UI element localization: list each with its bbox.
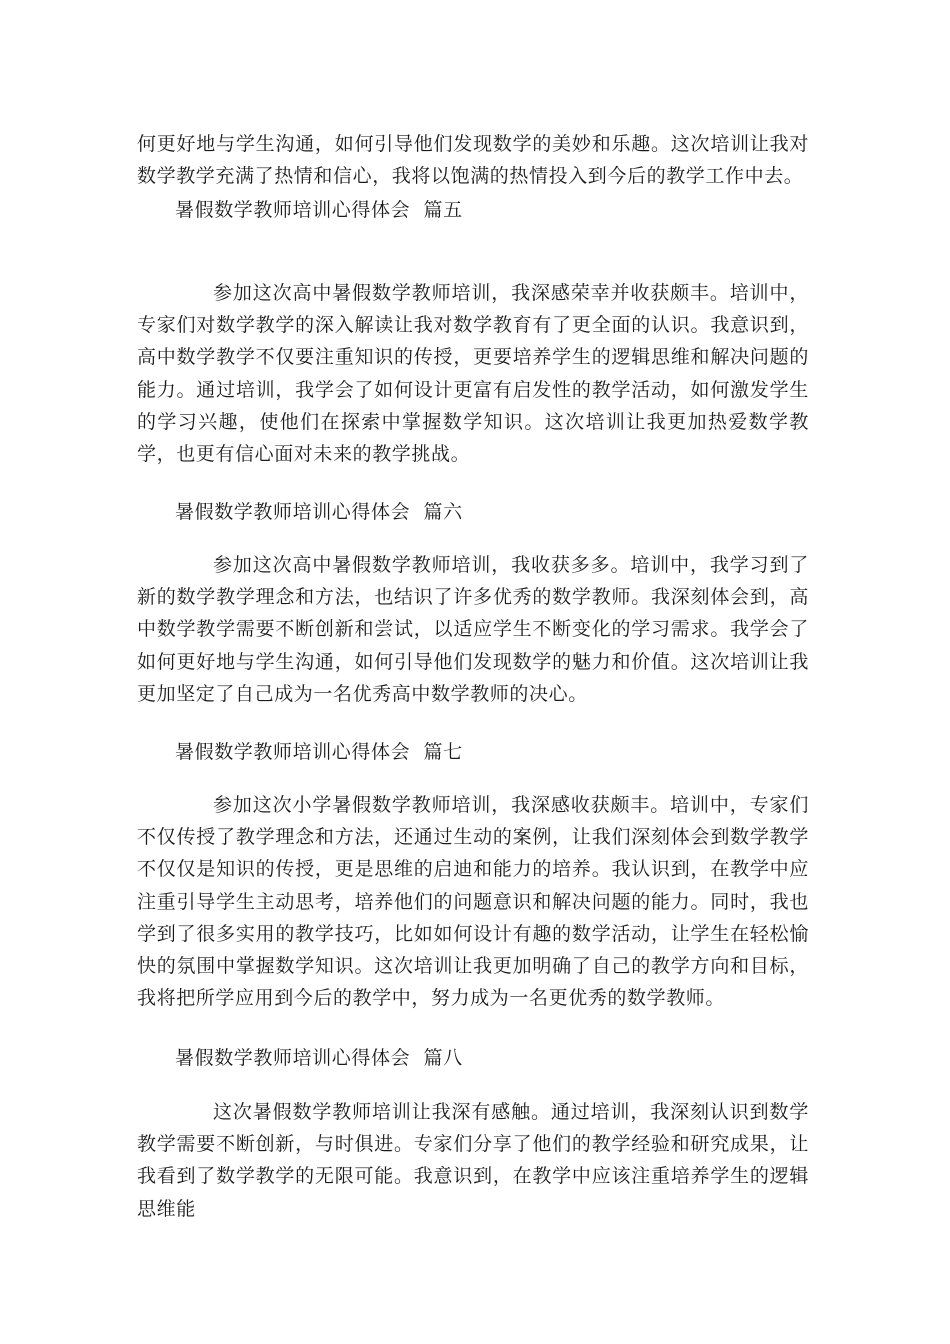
section-heading-7: 暑假数学教师培训心得体会 篇七 [175,741,463,763]
paragraph-section-5: 参加这次高中暑假数学教师培训，我深感荣幸并收获颇丰。培训中，专家们对数学教学的深入解读让我对数学教育有了更全面的认识。我意识到，高中数学教学不仅要注重知识的传授，更要培养学生的逻辑思维和解决问题的能力。通过培训，我学会了如何设计更富有启发性的教学活动，如何激发学生的学习兴趣，使他们在探索中掌握数学知识。这次培训让我更加热爱数学教学，也更有信心面对未来的教学挑战。 [137,282,809,466]
section-heading-8: 暑假数学教师培训心得体会 篇八 [175,1047,463,1069]
paragraph-section-8: 这次暑假数学教师培训让我深有感触。通过培训，我深刻认识到数学教学需要不断创新，与时俱进。专家们分享了他们的教学经验和研究成果，让我看到了数学教学的无限可能。我意识到，在教学中应该注重培养学生的逻辑思维能 [137,1101,809,1220]
paragraph-continued: 何更好地与学生沟通，如何引导他们发现数学的美妙和乐趣。这次培训让我对数学教学充满了热情和信心，我将以饱满的热情投入到今后的教学工作中去。 [137,133,809,188]
paragraph-section-7: 参加这次小学暑假数学教师培训，我深感收获颇丰。培训中，专家们不仅传授了教学理念和方法，还通过生动的案例，让我们深刻体会到数学教学不仅仅是知识的传授，更是思维的启迪和能力的培养。我认识到，在教学中应注重引导学生主动思考，培养他们的问题意识和解决问题的能力。同时，我也学到了很多实用的教学技巧，比如如何设计有趣的数学活动，让学生在轻松愉快的氛围中掌握数学知识。这次培训让我更加明确了自己的教学方向和目标，我将把所学应用到今后的教学中，努力成为一名更优秀的数学教师。 [137,794,809,1010]
section-heading-6: 暑假数学教师培训心得体会 篇六 [175,501,463,523]
section-heading-5: 暑假数学教师培训心得体会 篇五 [175,199,463,221]
paragraph-section-6: 参加这次高中暑假数学教师培训，我收获多多。培训中，我学习到了新的数学教学理念和方法，也结识了许多优秀的数学教师。我深刻体会到，高中数学教学需要不断创新和尝试，以适应学生不断变化的学习需求。我学会了如何更好地与学生沟通，如何引导他们发现数学的魅力和价值。这次培训让我更加坚定了自己成为一名优秀高中数学教师的决心。 [137,554,809,705]
